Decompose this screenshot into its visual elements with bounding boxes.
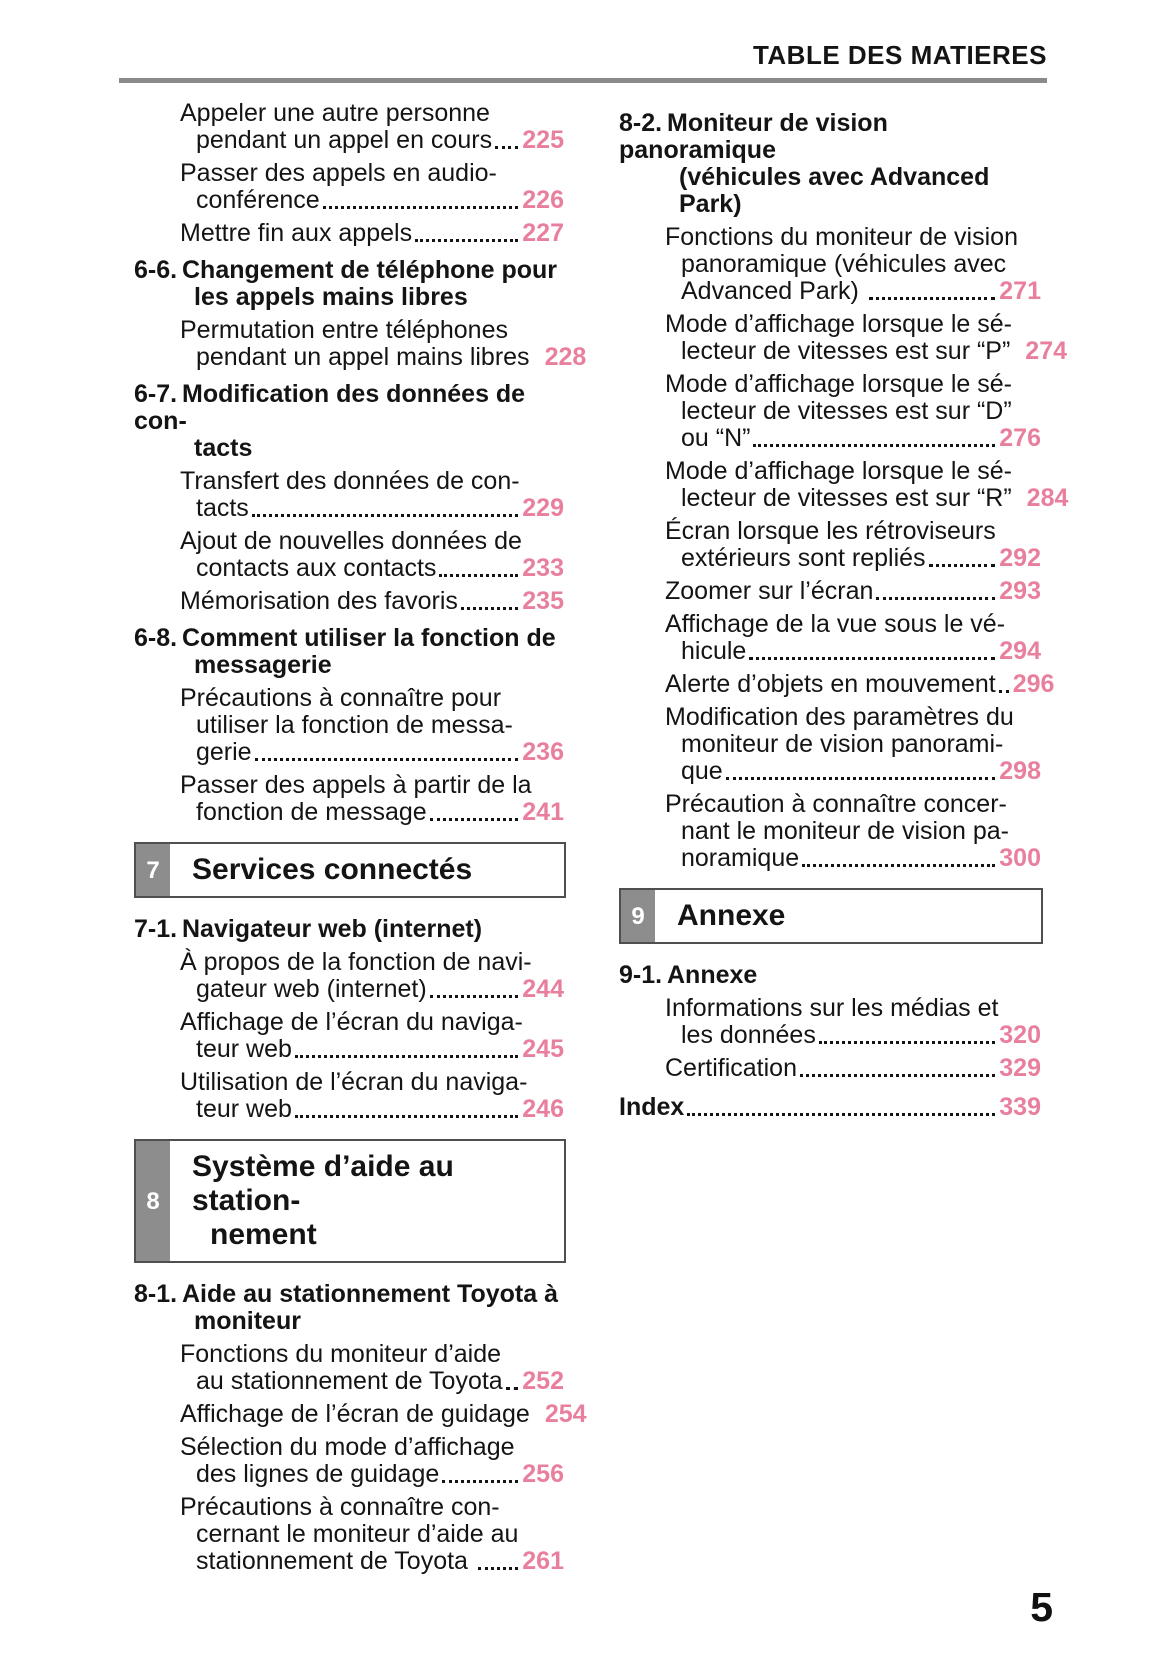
- entry-line: [134, 976, 566, 1003]
- section-line: moniteur: [194, 1307, 301, 1335]
- entry-text: Zoomer sur l’écran: [665, 577, 874, 605]
- entry-text: extérieurs sont repliés: [681, 544, 926, 572]
- entry-line: [134, 343, 587, 371]
- chapter-title: [655, 890, 791, 942]
- dot-leader: [819, 1041, 995, 1044]
- dot-leader: [495, 146, 518, 149]
- toc-entry: [134, 772, 566, 826]
- page-ref: 227: [522, 219, 564, 247]
- dot-leader: [295, 1115, 518, 1118]
- entry-line: Mode d’affichage lorsque le sé-: [665, 310, 1012, 338]
- dot-leader: [415, 239, 518, 242]
- entry-line: [134, 1548, 566, 1575]
- entry-text: lecteur de vitesses est sur “R”: [681, 484, 1012, 512]
- toc-entry: [619, 670, 1055, 698]
- page-ref: 284: [1026, 484, 1069, 512]
- entry-line: Transfert des données de con-: [180, 467, 520, 495]
- entry-line: [134, 220, 566, 247]
- entry-line: [619, 845, 1043, 872]
- toc-entry: [134, 949, 566, 1003]
- entry-line: [134, 1368, 566, 1395]
- toc-section: [134, 381, 566, 462]
- header-rule: [119, 78, 1047, 83]
- page-ref: 274: [1025, 337, 1068, 365]
- entry-line: Fonctions du moniteur de vision: [665, 223, 1018, 251]
- entry-line: [134, 1461, 566, 1488]
- entry-text: contacts aux contacts: [196, 554, 437, 582]
- toc-entry: [619, 224, 1043, 305]
- entry-line: Affichage de la vue sous le vé-: [665, 610, 1006, 638]
- page-ref: 254: [544, 1400, 587, 1428]
- toc-entry: [134, 220, 566, 247]
- section-line: (véhicules avec Advanced Park): [679, 163, 990, 218]
- entry-line: [134, 127, 566, 154]
- chapter-title-line: Annexe: [677, 899, 786, 932]
- section-line: messagerie: [194, 651, 332, 679]
- section-line: tacts: [194, 434, 253, 462]
- page-ref: 241: [522, 798, 564, 826]
- entry-line: [134, 555, 566, 582]
- entry-line: Permutation entre téléphones: [180, 316, 508, 344]
- entry-line: cernant le moniteur d’aide au: [196, 1520, 519, 1548]
- toc-entry: [134, 160, 566, 214]
- section-line: [134, 916, 566, 943]
- entry-line: Passer des appels à partir de la: [180, 771, 532, 799]
- entry-line: Affichage de l’écran du naviga-: [180, 1008, 523, 1036]
- toc-entry: [134, 100, 566, 154]
- entry-text: gerie: [196, 738, 252, 766]
- page-ref: 225: [522, 126, 564, 154]
- dot-leader: [461, 607, 518, 610]
- section-line: [134, 381, 566, 435]
- dot-leader: [753, 444, 995, 447]
- entry-line: [134, 1036, 566, 1063]
- entry-line: [134, 495, 566, 522]
- toc-column-left: [134, 99, 587, 1581]
- dot-leader: [876, 597, 995, 600]
- entry-text: Mettre fin aux appels: [180, 219, 413, 247]
- dot-leader: [802, 864, 995, 867]
- toc-section: [619, 962, 1043, 989]
- dot-leader: [252, 514, 518, 517]
- entry-line: Informations sur les médias et: [665, 994, 999, 1022]
- section-line: [619, 962, 1043, 989]
- page-ref: 296: [1012, 670, 1055, 698]
- chapter-number: 8: [136, 1141, 170, 1261]
- entry-text: pendant un appel en cours: [196, 126, 493, 154]
- toc-entry: [619, 611, 1043, 665]
- dot-leader: [929, 564, 996, 567]
- section-number: 6-8.: [134, 624, 178, 652]
- entry-text: hicule: [681, 637, 747, 665]
- dot-leader: [687, 1113, 995, 1116]
- toc-entry: [619, 578, 1043, 605]
- section-number: 6-6.: [134, 256, 178, 284]
- page-ref: 293: [999, 577, 1041, 605]
- page-ref: 233: [522, 554, 564, 582]
- entry-text: Mémorisation des favoris: [180, 587, 458, 615]
- page-ref: 244: [522, 975, 564, 1003]
- page-ref: 226: [522, 186, 564, 214]
- section-line: [619, 110, 1043, 164]
- toc-entry: [134, 1341, 566, 1395]
- page-ref: 339: [999, 1093, 1041, 1121]
- dot-leader: [430, 995, 519, 998]
- page-ref: 271: [999, 277, 1041, 305]
- entry-line: [619, 758, 1043, 785]
- toc-entry: [134, 1434, 566, 1488]
- section-line: les appels mains libres: [194, 283, 468, 311]
- section-title: Comment utiliser la fonction de: [182, 624, 556, 652]
- entry-line: Écran lorsque les rétroviseurs: [665, 517, 996, 545]
- page-ref: 294: [999, 637, 1041, 665]
- entry-line: Précautions à connaître con-: [180, 1493, 500, 1521]
- entry-line: [619, 337, 1068, 365]
- entry-text: lecteur de vitesses est sur “P”: [681, 337, 1011, 365]
- entry-line: [134, 799, 566, 826]
- entry-line: Appeler une autre personne: [180, 99, 490, 127]
- section-title: Aide au stationnement Toyota à: [182, 1280, 558, 1308]
- page-ref: 256: [522, 1460, 564, 1488]
- entry-line: lecteur de vitesses est sur “D”: [681, 397, 1012, 425]
- section-line: [134, 1281, 566, 1308]
- entry-line: nant le moniteur de vision pa-: [681, 817, 1009, 845]
- toc-entry: [619, 371, 1043, 452]
- entry-text: gateur web (internet): [196, 975, 427, 1003]
- toc-section: [134, 257, 566, 311]
- section-title: Modification des données de con-: [134, 380, 526, 435]
- dot-leader: [478, 1567, 518, 1570]
- page-ref: 300: [999, 844, 1041, 872]
- chapter-banner: [134, 1139, 566, 1263]
- entry-line: [619, 1022, 1043, 1049]
- toc-entry: [619, 791, 1043, 872]
- entry-text: teur web: [196, 1095, 292, 1123]
- dot-leader: [255, 758, 519, 761]
- toc-entry: [134, 1494, 566, 1575]
- toc-section: [619, 110, 1043, 218]
- entry-line: utiliser la fonction de messa-: [196, 711, 513, 739]
- entry-text: les données: [681, 1021, 816, 1049]
- entry-text: tacts: [196, 494, 249, 522]
- chapter-title-line: Système d’aide au station-: [192, 1150, 454, 1217]
- page-ref: 298: [999, 757, 1041, 785]
- toc-entry: [134, 528, 566, 582]
- entry-line: À propos de la fonction de navi-: [180, 948, 532, 976]
- entry-line: panoramique (véhicules avec: [681, 250, 1007, 278]
- toc-section: [134, 916, 566, 943]
- section-number: 8-1.: [134, 1280, 178, 1308]
- entry-line: [619, 425, 1043, 452]
- entry-line: moniteur de vision panorami-: [681, 730, 1004, 758]
- page-header-title: TABLE DES MATIERES: [752, 40, 1047, 70]
- entry-line: [619, 578, 1043, 605]
- page-ref: 320: [999, 1021, 1041, 1049]
- entry-text: pendant un appel mains libres: [196, 343, 530, 371]
- entry-text: Advanced Park): [681, 277, 866, 305]
- entry-line: Modification des paramètres du: [665, 703, 1014, 731]
- dot-leader: [800, 1074, 995, 1077]
- entry-line: [134, 187, 566, 214]
- entry-line: Précautions à connaître pour: [180, 684, 502, 712]
- entry-text: fonction de message: [196, 798, 427, 826]
- section-number: 8-2.: [619, 109, 663, 137]
- entry-line: [134, 588, 566, 615]
- page-ref: 228: [544, 343, 587, 371]
- page-ref: 246: [522, 1095, 564, 1123]
- entry-line: [619, 278, 1043, 305]
- toc-entry: [134, 588, 566, 615]
- section-line: [134, 257, 566, 284]
- entry-line: [619, 484, 1069, 512]
- entry-line: [619, 638, 1043, 665]
- entry-text: teur web: [196, 1035, 292, 1063]
- entry-text: des lignes de guidage: [196, 1460, 440, 1488]
- chapter-title: [170, 1141, 564, 1261]
- chapter-title-line: nement: [210, 1218, 317, 1251]
- entry-line: Utilisation de l’écran du naviga-: [180, 1068, 528, 1096]
- chapter-number: 7: [136, 844, 170, 896]
- entry-text: que: [681, 757, 723, 785]
- toc-entry: [619, 704, 1043, 785]
- dot-leader: [999, 690, 1009, 693]
- section-number: 7-1.: [134, 915, 178, 943]
- chapter-banner: [134, 842, 566, 898]
- toc-entry: [619, 995, 1043, 1049]
- dot-leader: [869, 297, 995, 300]
- entry-line: Précaution à connaître concer-: [665, 790, 1007, 818]
- dot-leader: [442, 1480, 518, 1483]
- toc-entry: [134, 468, 566, 522]
- entry-line: Ajout de nouvelles données de: [180, 527, 522, 555]
- entry-line: [134, 1400, 587, 1428]
- toc-section: [134, 625, 566, 679]
- section-line: [134, 625, 566, 652]
- entry-text: Affichage de l’écran de guidage: [180, 1400, 530, 1428]
- chapter-number: 9: [621, 890, 655, 942]
- page-ref: 235: [522, 587, 564, 615]
- entry-text: noramique: [681, 844, 800, 872]
- page-ref: 252: [522, 1367, 564, 1395]
- dot-leader: [506, 1387, 519, 1390]
- dot-leader: [439, 574, 518, 577]
- page-ref: 245: [522, 1035, 564, 1063]
- entry-line: [134, 1096, 566, 1123]
- index-text: Index: [619, 1093, 685, 1121]
- section-title: Navigateur web (internet): [182, 915, 483, 943]
- toc-entry: [134, 1069, 566, 1123]
- dot-leader: [430, 818, 519, 821]
- toc-entry: [619, 518, 1043, 572]
- entry-line: [134, 739, 566, 766]
- toc-entry: [619, 1055, 1043, 1082]
- page-ref: 236: [522, 738, 564, 766]
- toc-entry: [134, 1400, 587, 1428]
- entry-line: Fonctions du moniteur d’aide: [180, 1340, 502, 1368]
- page-ref: 229: [522, 494, 564, 522]
- chapter-banner: [619, 888, 1043, 944]
- section-title: Changement de téléphone pour: [182, 256, 558, 284]
- entry-text: conférence: [196, 186, 320, 214]
- page-ref: 292: [999, 544, 1041, 572]
- entry-line: Mode d’affichage lorsque le sé-: [665, 457, 1012, 485]
- toc-section: [134, 1281, 566, 1335]
- toc-entry: [619, 310, 1068, 365]
- section-number: 6-7.: [134, 380, 178, 408]
- entry-line: Mode d’affichage lorsque le sé-: [665, 370, 1012, 398]
- chapter-title: [170, 844, 478, 896]
- entry-line: [619, 545, 1043, 572]
- section-number: 9-1.: [619, 961, 663, 989]
- entry-text: au stationnement de Toyota: [196, 1367, 503, 1395]
- page-ref: 276: [999, 424, 1041, 452]
- toc-entry: [619, 457, 1069, 512]
- chapter-title-line: Services connectés: [192, 853, 473, 886]
- toc-index-entry: [619, 1094, 1043, 1121]
- dot-leader: [295, 1055, 518, 1058]
- toc-entry: [134, 1009, 566, 1063]
- page-number: 5: [1030, 1584, 1053, 1630]
- toc-entry: [134, 316, 587, 371]
- entry-line: Sélection du mode d’affichage: [180, 1433, 515, 1461]
- entry-text: Alerte d’objets en mouvement: [665, 670, 996, 698]
- section-title: Moniteur de vision panoramique: [619, 109, 888, 164]
- dot-leader: [726, 777, 996, 780]
- toc-columns: [0, 100, 1165, 1581]
- dot-leader: [323, 206, 519, 209]
- toc-entry: [134, 685, 566, 766]
- page-ref: 261: [522, 1547, 564, 1575]
- entry-text: stationnement de Toyota: [196, 1547, 475, 1575]
- entry-line: [619, 1055, 1043, 1082]
- page-header: [0, 0, 1165, 83]
- section-title: Annexe: [667, 961, 758, 989]
- entry-text: ou “N”: [681, 424, 751, 452]
- dot-leader: [749, 657, 995, 660]
- entry-line: Passer des appels en audio-: [180, 159, 497, 187]
- entry-text: Certification: [665, 1054, 797, 1082]
- index-line: [619, 1094, 1043, 1121]
- page-ref: 329: [999, 1054, 1041, 1082]
- entry-line: [619, 670, 1055, 698]
- toc-column-right: [619, 100, 1069, 1581]
